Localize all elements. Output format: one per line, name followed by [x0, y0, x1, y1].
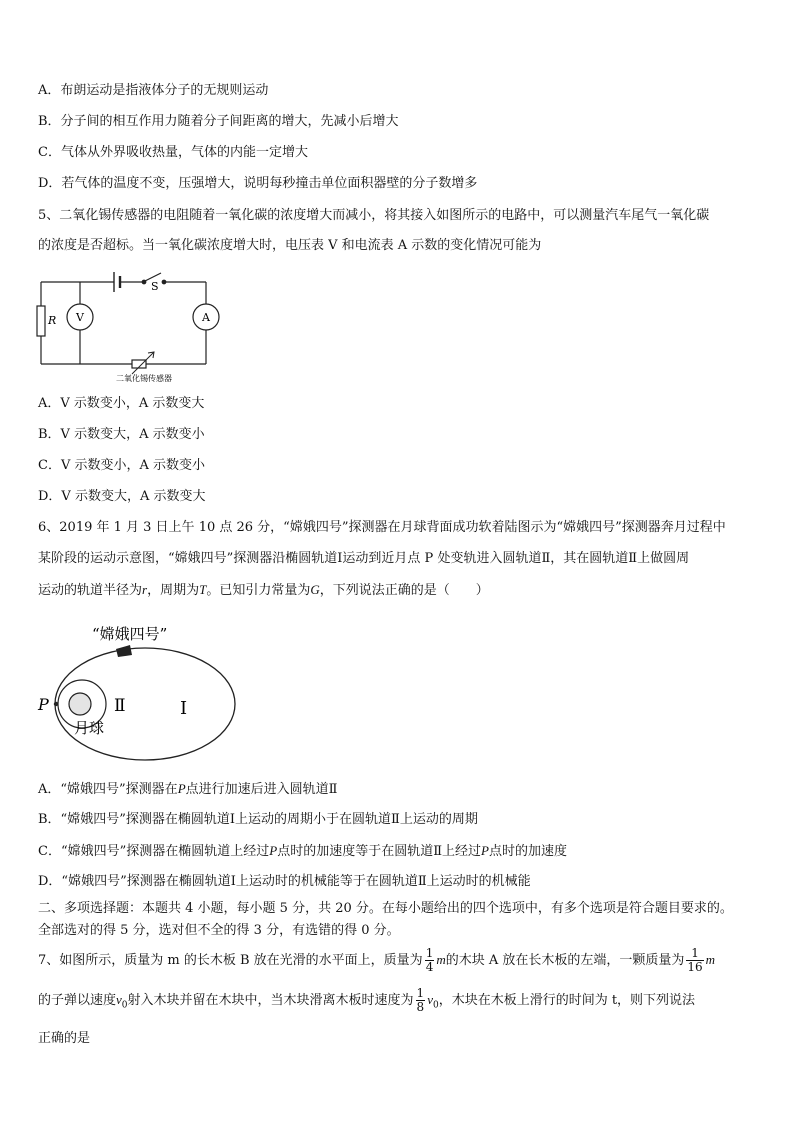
fraction-eighth: $\frac{1}{8}$ — [416, 986, 425, 1014]
q6-stem-line2: 某阶段的运动示意图，“嫦娥四号”探测器沿椭圆轨道Ⅰ运动到近月点 P 处变轨进入圆轨道Ⅱ，其在圆轨道Ⅱ上做圆周 — [38, 551, 690, 566]
orbit-1-label: Ⅰ — [180, 698, 188, 719]
q7-stem-line2: 的子弹以速度$v_0$射入木块并留在木块中，当木块滑离木板时速度为 $\frac{1}{8}$ $v_0$，木块在木板上滑行的时间为 t，则下列说法 — [38, 986, 696, 1014]
q6-option-d: D．“嫦娥四号”探测器在椭圆轨道Ⅰ上运动时的机械能等于在圆轨道Ⅱ上运动时的机械能 — [38, 874, 531, 889]
q7-stem-line1: 7、如图所示，质量为 m 的长木板 B 放在光滑的水平面上，质量为 $\frac{1}{4}$ m的木块 A 放在长木板的左端，一颗质量为 $\frac{1}{16}$ m — [38, 946, 716, 974]
q6-orbit-diagram — [30, 616, 250, 766]
var-r: r — [142, 582, 148, 597]
q4-option-a: A．布朗运动是指液体分子的无规则运动 — [38, 83, 269, 98]
q5-circuit-diagram — [34, 264, 234, 384]
fraction-quarter: $\frac{1}{4}$ — [425, 946, 434, 974]
q6-option-a: A．“嫦娥四号”探测器在P点进行加速后进入圆轨道Ⅱ — [38, 781, 338, 797]
q5-stem-line1: 5、二氧化锡传感器的电阻随着一氧化碳的浓度增大而减小，将其接入如图所示的电路中，可以测量汽车尾气一氧化碳 — [38, 208, 710, 223]
q5-option-a: A．V 示数变小，A 示数变大 — [38, 396, 205, 411]
q7-stem-line3: 正确的是 — [38, 1031, 91, 1046]
q5-option-d: D．V 示数变大，A 示数变大 — [38, 489, 206, 504]
q4-option-c: C．气体从外界吸收热量，气体的内能一定增大 — [38, 145, 308, 160]
point-p-label: P — [38, 695, 49, 714]
q5-option-c: C．V 示数变小，A 示数变小 — [38, 458, 205, 473]
q4-option-d: D．若气体的温度不变，压强增大，说明每秒撞击单位面积器壁的分子数增多 — [38, 176, 478, 191]
probe-label: “嫦娥四号” — [92, 625, 168, 643]
resistor-label: R — [48, 314, 57, 327]
q4-option-b: B．分子间的相互作用力随着分子间距离的增大，先减小后增大 — [38, 114, 399, 129]
fraction-sixteenth: $\frac{1}{16}$ — [687, 946, 703, 974]
q6-option-c: C．“嫦娥四号”探测器在椭圆轨道上经过P点时的加速度等于在圆轨道Ⅱ上经过P点时的加速度 — [38, 843, 568, 859]
section2-heading-line1: 二、多项选择题：本题共 4 小题，每小题 5 分，共 20 分。在每小题给出的四个选项中，有多个选项是符合题目要求的。 — [38, 901, 733, 916]
moon-label: 月球 — [74, 719, 105, 737]
var-T: T — [199, 582, 207, 597]
q5-stem-line2: 的浓度是否超标。当一氧化碳浓度增大时，电压表 V 和电流表 A 示数的变化情况可能为 — [38, 238, 542, 253]
ammeter-label: A — [202, 311, 210, 324]
q5-option-b: B．V 示数变大，A 示数变小 — [38, 427, 205, 442]
q6-option-b: B．“嫦娥四号”探测器在椭圆轨道Ⅰ上运动的周期小于在圆轨道Ⅱ上运动的周期 — [38, 812, 478, 827]
var-G: G — [310, 582, 320, 597]
q6-stem-line3: 运动的轨道半径为r，周期为T。已知引力常量为G，下列说法正确的是（ ） — [38, 582, 489, 598]
orbit-2-label: Ⅱ — [114, 696, 126, 716]
voltmeter-label: V — [76, 311, 84, 324]
sensor-caption: 二氧化锡传感器 — [116, 374, 172, 383]
q6-stem-line1: 6、2019 年 1 月 3 日上午 10 点 26 分，“嫦娥四号”探测器在月球背面成功软着陆图示为“嫦娥四号”探测器奔月过程中 — [38, 520, 726, 535]
switch-label: S — [151, 280, 159, 293]
section2-heading-line2: 全部选对的得 5 分，选对但不全的得 3 分，有选错的得 0 分。 — [38, 923, 400, 938]
